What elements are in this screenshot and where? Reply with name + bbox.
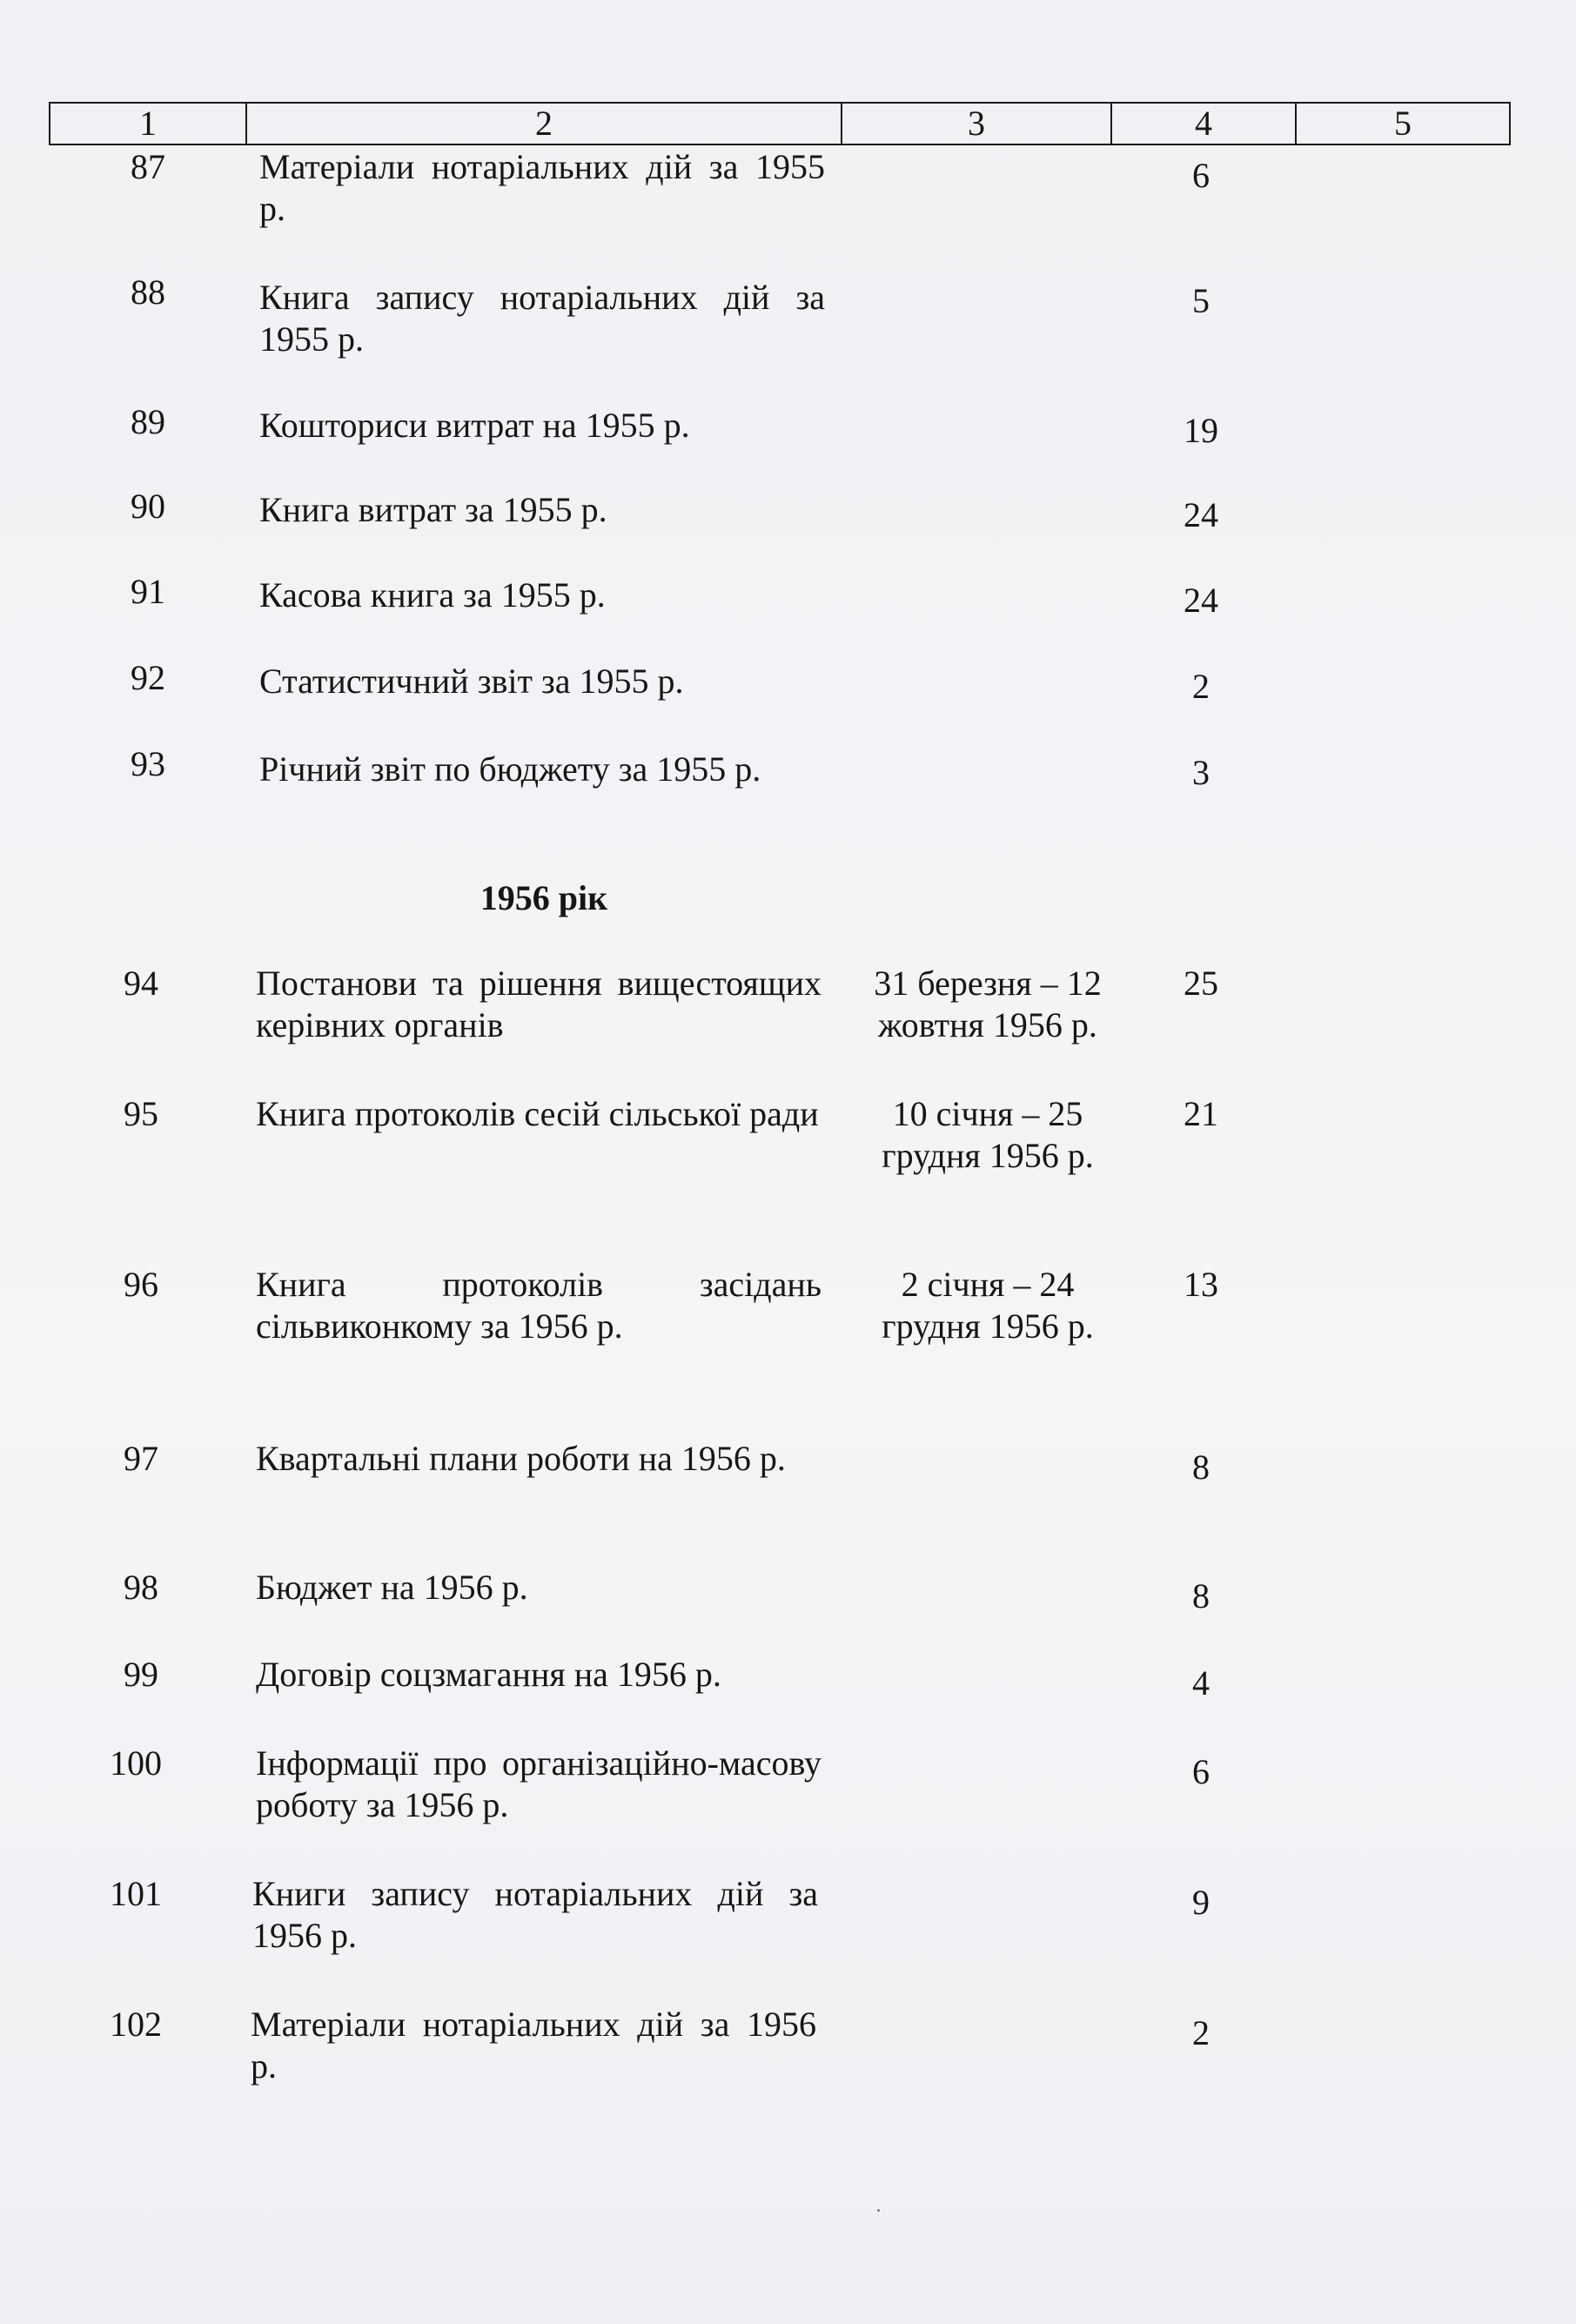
- item-count: 21: [1184, 1094, 1218, 1133]
- item-number: 89: [131, 402, 165, 441]
- item-title: Книги запису нотаріальних дій за 1956 р.: [252, 1874, 818, 1955]
- item-title: Книга витрат за 1955 р.: [259, 490, 607, 529]
- column-header-2: 2: [247, 104, 842, 144]
- item-number: 94: [124, 964, 158, 1003]
- item-number: 91: [131, 572, 165, 611]
- item-count: 6: [1192, 1752, 1210, 1791]
- item-title: Бюджет на 1956 р.: [256, 1568, 528, 1607]
- item-number: 98: [124, 1568, 158, 1607]
- item-number: 88: [131, 272, 165, 312]
- item-dates: 10 січня – 25 грудня 1956 р.: [882, 1094, 1094, 1175]
- item-number: 96: [124, 1265, 158, 1304]
- item-count: 24: [1184, 495, 1218, 534]
- item-number: 97: [124, 1439, 158, 1478]
- item-title: Договір соцзмагання на 1956 р.: [256, 1655, 721, 1694]
- column-header-5: 5: [1394, 104, 1412, 143]
- column-header-3: 3: [842, 104, 1112, 144]
- item-dates: 2 січня – 24 грудня 1956 р.: [882, 1265, 1094, 1346]
- item-number: 92: [131, 658, 165, 697]
- item-count: 8: [1192, 1576, 1210, 1615]
- item-dates: 31 березня – 12 жовтня 1956 р.: [874, 964, 1102, 1044]
- item-count: 8: [1192, 1447, 1210, 1487]
- item-count: 5: [1192, 281, 1210, 320]
- column-header-table: [49, 102, 1511, 145]
- item-title: Матеріали нотаріальних дій за 1956 р.: [251, 2005, 816, 2086]
- column-header-1: 1: [50, 104, 247, 144]
- item-number: 102: [110, 2005, 162, 2044]
- item-count: 2: [1192, 2013, 1210, 2052]
- item-title: Кошториси витрат на 1955 р.: [259, 406, 690, 445]
- item-count: 24: [1184, 581, 1218, 620]
- item-title: Постанови та рішення вищестоящих керівних органів: [256, 964, 822, 1044]
- item-title: Книга протоколів засідань сільвиконкому за 1956 р.: [256, 1265, 822, 1346]
- item-title: Інформації про організаційно-масову роботу за 1956 р.: [256, 1743, 822, 1824]
- item-count: 3: [1192, 753, 1210, 792]
- item-number: 90: [131, 487, 165, 526]
- item-title: Річний звіт по бюджету за 1955 р.: [259, 749, 761, 789]
- item-number: 100: [110, 1743, 162, 1783]
- item-count: 2: [1192, 667, 1210, 706]
- item-title: Статистичний звіт за 1955 р.: [259, 662, 684, 701]
- item-count: 25: [1184, 964, 1218, 1003]
- item-count: 13: [1184, 1265, 1218, 1304]
- item-title: Матеріали нотаріальних дій за 1955 р.: [259, 147, 825, 228]
- item-title: Касова книга за 1955 р.: [259, 575, 606, 615]
- item-count: 4: [1192, 1663, 1210, 1703]
- item-count: 9: [1192, 1883, 1210, 1922]
- item-number: 99: [124, 1655, 158, 1694]
- item-number: 87: [131, 147, 165, 186]
- item-number: 93: [131, 744, 165, 783]
- item-count: 19: [1184, 411, 1218, 450]
- item-title: Книга запису нотаріальних дій за 1955 р.: [259, 278, 825, 359]
- column-header-4: 4: [1112, 104, 1297, 144]
- item-number: 101: [110, 1874, 162, 1913]
- section-heading-1956: 1956 рік: [480, 878, 608, 917]
- item-title: Книга протоколів сесій сільської ради: [256, 1094, 819, 1133]
- scan-speck: [877, 2209, 880, 2212]
- item-count: 6: [1192, 156, 1210, 195]
- item-title: Квартальні плани роботи на 1956 р.: [256, 1439, 786, 1478]
- item-number: 95: [124, 1094, 158, 1133]
